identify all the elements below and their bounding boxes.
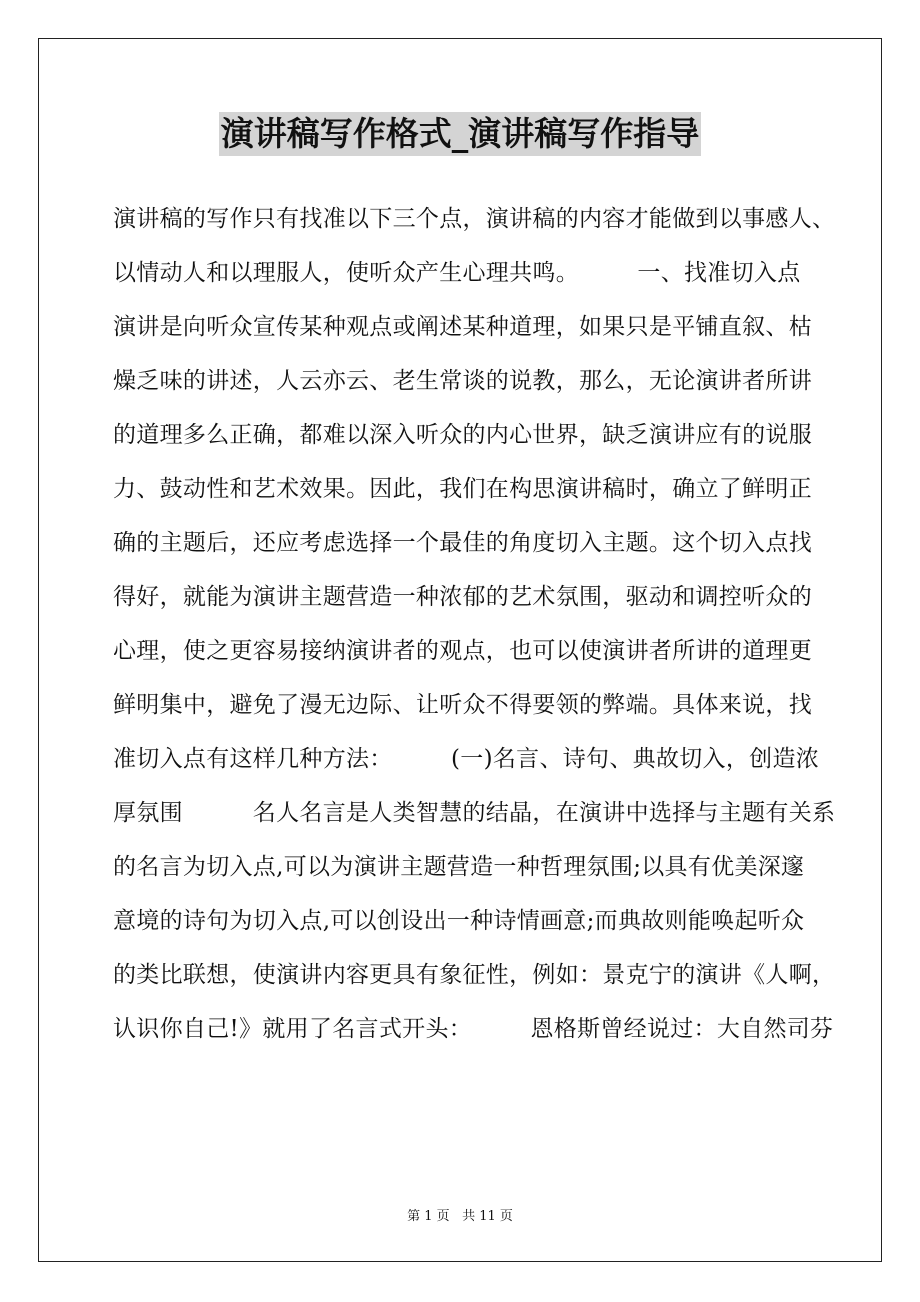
document-title: 演讲稿写作格式_演讲稿写作指导: [219, 112, 702, 156]
body-line: 的名言为切入点,可以为演讲主题营造一种哲理氛围;以具有优美深邃: [113, 854, 805, 880]
body-line: 燥乏味的讲述，人云亦云、老生常谈的说教，那么，无论演讲者所讲: [113, 368, 812, 394]
body-line: 准切入点有这样几种方法： (一)名言、诗句、典故切入，创造浓: [113, 746, 820, 772]
body-line: 心理，使之更容易接纳演讲者的观点，也可以使演讲者所讲的道理更: [113, 638, 812, 664]
body-line: 认识你自己!》就用了名言式开头： 恩格斯曾经说过：大自然司芬: [113, 1016, 834, 1042]
body-line: 得好，就能为演讲主题营造一种浓郁的艺术氛围，驱动和调控听众的: [113, 584, 812, 610]
body-line: 演讲是向听众宣传某种观点或阐述某种道理，如果只是平铺直叙、枯: [113, 314, 812, 340]
document-body: [113, 192, 836, 1056]
body-line: 的道理多么正确，都难以深入听众的内心世界，缺乏演讲应有的说服: [113, 422, 812, 448]
page-total: 共 11 页: [462, 1209, 513, 1224]
body-line: 的类比联想，使演讲内容更具有象征性，例如：景克宁的演讲《人啊，: [113, 962, 836, 988]
page-number: 第 1 页: [407, 1209, 450, 1224]
body-line: 以情动人和以理服人，使听众产生心理共鸣。 一、找准切入点: [113, 260, 801, 286]
body-line: 意境的诗句为切入点,可以创设出一种诗情画意;而典故则能唤起听众: [113, 908, 805, 934]
body-line: 力、鼓动性和艺术效果。因此，我们在构思演讲稿时，确立了鲜明正: [113, 476, 812, 502]
page-footer: [0, 1208, 920, 1226]
body-line: 确的主题后，还应考虑选择一个最佳的角度切入主题。这个切入点找: [113, 530, 812, 556]
body-line: 演讲稿的写作只有找准以下三个点，演讲稿的内容才能做到以事感人、: [113, 206, 836, 232]
body-line: 鲜明集中，避免了漫无边际、让听众不得要领的弊端。具体来说，找: [113, 692, 812, 718]
title-container: [0, 112, 920, 156]
body-line: 厚氛围 名人名言是人类智慧的结晶，在演讲中选择与主题有关系: [113, 800, 836, 826]
